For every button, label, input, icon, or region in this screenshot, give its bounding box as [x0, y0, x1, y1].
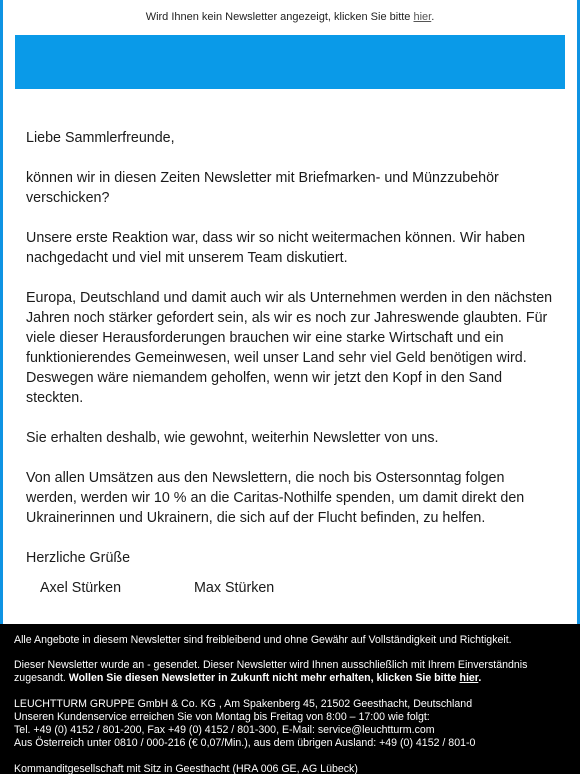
signatures	[40, 578, 440, 600]
body-paragraph: Unsere erste Reaktion war, dass wir so nicht weitermachen können. Wir haben nachgedacht und viel mit unserem Team diskutiert.	[26, 230, 526, 266]
footer-company: LEUCHTTURM GRUPPE GmbH & Co. KG , Am Spakenberg 45, 21502 Geesthacht, Deutschland	[14, 698, 473, 710]
unsubscribe-suffix: .	[478, 672, 482, 684]
footer-service-hours: Unseren Kundenservice erreichen Sie von Montag bis Freitag von 8:00 – 17:00 wie folgt:	[14, 711, 430, 723]
unsubscribe-text: Wollen Sie diesen Newsletter in Zukunft nicht mehr erhalten, klicken Sie bitte	[68, 672, 460, 684]
view-online-link[interactable]: hier	[413, 11, 432, 23]
footer-austria: Aus Österreich unter 0810 / 000-216 (€ 0,07/Min.), aus dem übrigen Ausland: +49 (0) 4152 / 801-0	[14, 737, 476, 749]
signature-max: Max Stürken	[194, 580, 275, 596]
body-paragraph: Sie erhalten deshalb, wie gewohnt, weiterhin Newsletter von uns.	[26, 430, 439, 446]
footer	[0, 624, 580, 774]
greeting: Liebe Sammlerfreunde,	[26, 130, 175, 146]
view-online-notice	[0, 11, 580, 23]
view-online-suffix: .	[431, 11, 435, 23]
view-online-text: Wird Ihnen kein Newsletter angezeigt, klicken Sie bitte	[145, 11, 414, 23]
header-banner	[15, 35, 565, 89]
footer-contact: Tel. +49 (0) 4152 / 801-200, Fax +49 (0) 4152 / 801-300, E-Mail: service@leuchtturm.com	[14, 724, 435, 736]
frame-border-left	[0, 0, 3, 624]
signature-axel: Axel Stürken	[40, 580, 122, 596]
closing: Herzliche Grüße	[26, 550, 131, 566]
newsletter-body	[26, 128, 556, 588]
body-paragraph: Europa, Deutschland und damit auch wir als Unternehmen werden in den nächsten Jahren noch stärker gefordert sein, als wir es noch zur Jahreswende glaubten. Für viele dieser Herausforderungen brauchen wir eine starke Wirtschaft und ein funktionierendes Gemeinwesen, weil unser Land sehr viel Geld benötigen wird. Deswegen wäre niemandem geholfen, wenn wir jetzt den Kopf in den Sand steckten.	[26, 290, 553, 406]
footer-sent-info: Dieser Newsletter wurde an - gesendet. Dieser Newsletter wird Ihnen ausschließlich mit Ihrem Einverständnis	[14, 659, 528, 671]
footer-disclaimer: Alle Angebote in diesem Newsletter sind freibleibend und ohne Gewähr auf Vollständigkeit und Richtigkeit.	[14, 634, 512, 646]
body-paragraph: können wir in diesen Zeiten Newsletter mit Briefmarken- und Münzzubehör verschicken?	[26, 170, 499, 206]
footer-unsubscribe-line	[14, 672, 570, 685]
footer-sent-info-cont: zugesandt.	[14, 672, 69, 684]
body-paragraph: Von allen Umsätzen aus den Newslettern, die noch bis Ostersonntag folgen werden, werden wir 10 % an die Caritas-Nothilfe spenden, um damit direkt den Ukrainerinnen und Ukrainern, die sich auf der Flucht befinden, zu helfen.	[26, 470, 525, 526]
unsubscribe-link[interactable]: hier	[459, 672, 479, 684]
footer-registry: Kommanditgesellschaft mit Sitz in Geesthacht (HRA 006 GE, AG Lübeck)	[14, 763, 358, 775]
